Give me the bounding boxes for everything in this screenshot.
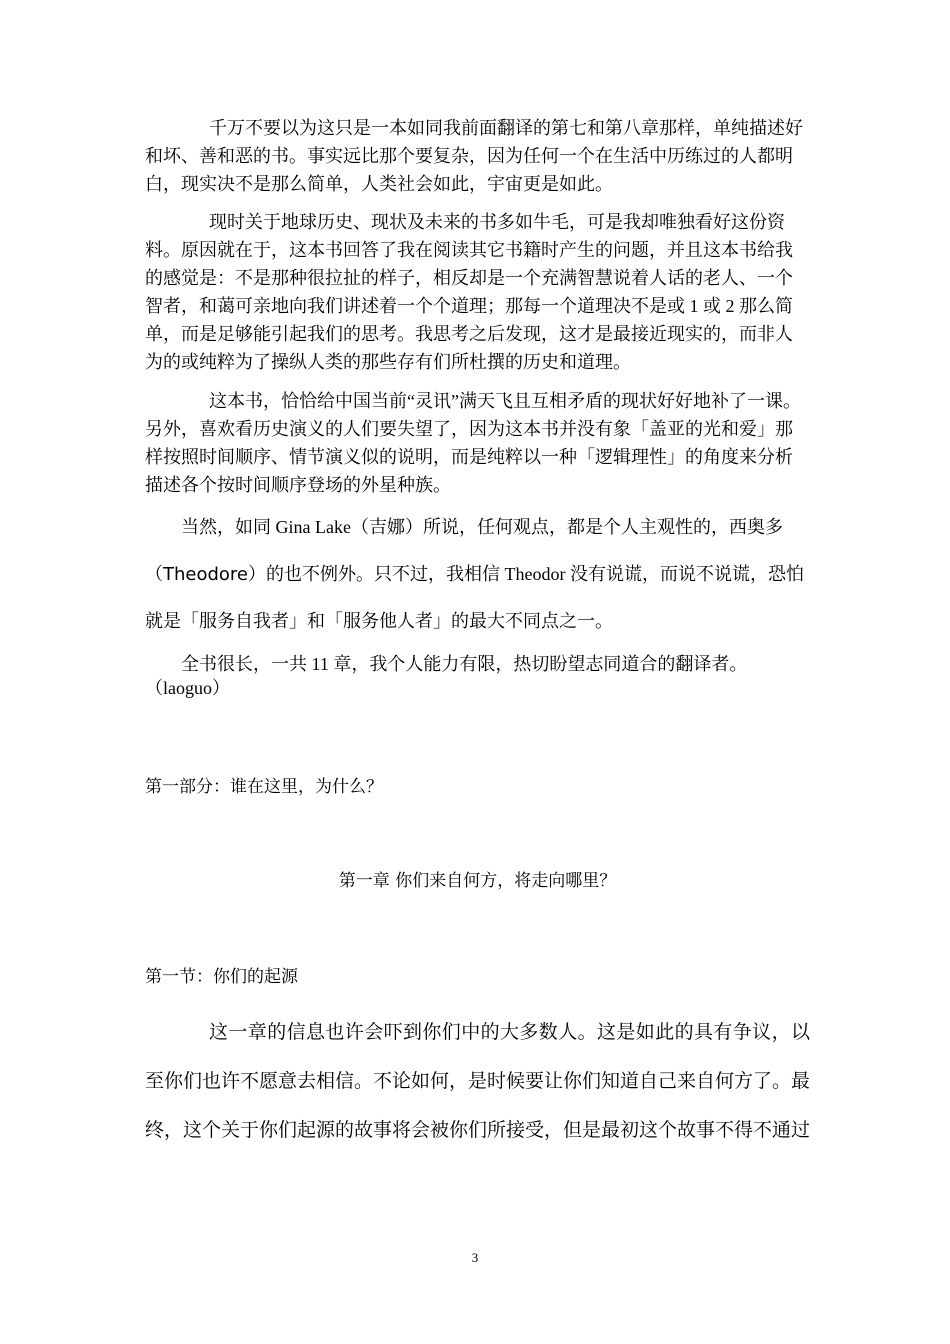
section-body: 这一章的信息也许会吓到你们中的大多数人。这是如此的具有争议，以至你们也许不愿意去相信。不论如何，是时候要让你们知道自己来自何方了。最终，这个关于你们起源的故事将会被你们所接受，但是最初这个故事不得不通过 <box>145 1021 811 1141</box>
page-number: 3 <box>471 1250 479 1265</box>
p4-text-a: 当然，如同 Gina Lake（ <box>181 517 369 537</box>
paragraph-lesson: 这本书，恰恰给中国当前“灵讯”满天飞且互相矛盾的现状好好地补了一课。另外，喜欢看历史演义的人们要失望了，因为这本书并没有象「盖亚的光和爱」那样按照时间顺序、情节演义似的说明，而是纯粹以一种「逻辑理性」的角度来分析描述各个按时间顺序登场的外星种族。 <box>145 391 801 495</box>
p4-name-theodore: Theodore <box>163 564 249 585</box>
paragraph-translation-scope: 千万不要以为这只是一本如同我前面翻译的第七和第八章那样，单纯描述好和坏、善和恶的书。事实远比那个要复杂，因为任何一个在生活中历练过的人都明白，现实决不是那么简单，人类社会如此，宇宙更是如此。 <box>145 118 803 194</box>
p4-text-e: ）的也不例外。只不过，我相信 Theodor 没有说谎，而说不说谎，恐怕就是「服务自我者」和「服务他人者」的最大不同点之一。 <box>145 564 804 631</box>
part-title: 第一部分：谁在这里，为什么？ <box>145 777 383 796</box>
paragraph-why-this-book: 现时关于地球历史、现状及未来的书多如牛毛，可是我却唯独看好这份资料。原因就在于，这本书回答了我在阅读其它书籍时产生的问题，并且这本书给我的感觉是：不是那种很拉扯的样子，相反却是一个充满智慧说着人话的老人、一个智者，和蔼可亲地向我们讲述着一个个道理；那每一个道理决不是或 1 或 2 那么简单，而是足够能引起我们的思考。我思考之后发现，这才是最接近现实的，而非人为的或纯粹为了操纵人类的那些存有们所杜撰的历史和道理。 <box>145 212 793 372</box>
p4-name-gina: 吉娜 <box>368 517 405 538</box>
paragraph-call-for-translators: 全书很长，一共 11 章，我个人能力有限，热切盼望志同道合的翻译者。（laoguo） <box>145 654 748 698</box>
p4-text-c: ）所说，任何观点，都是个人主观性的，西奥多（ <box>145 517 783 584</box>
section-title: 第一节：你们的起源 <box>145 967 298 987</box>
chapter-title: 第一章 你们来自何方，将走向哪里？ <box>338 871 617 891</box>
paragraph-subjectivity <box>145 504 810 645</box>
